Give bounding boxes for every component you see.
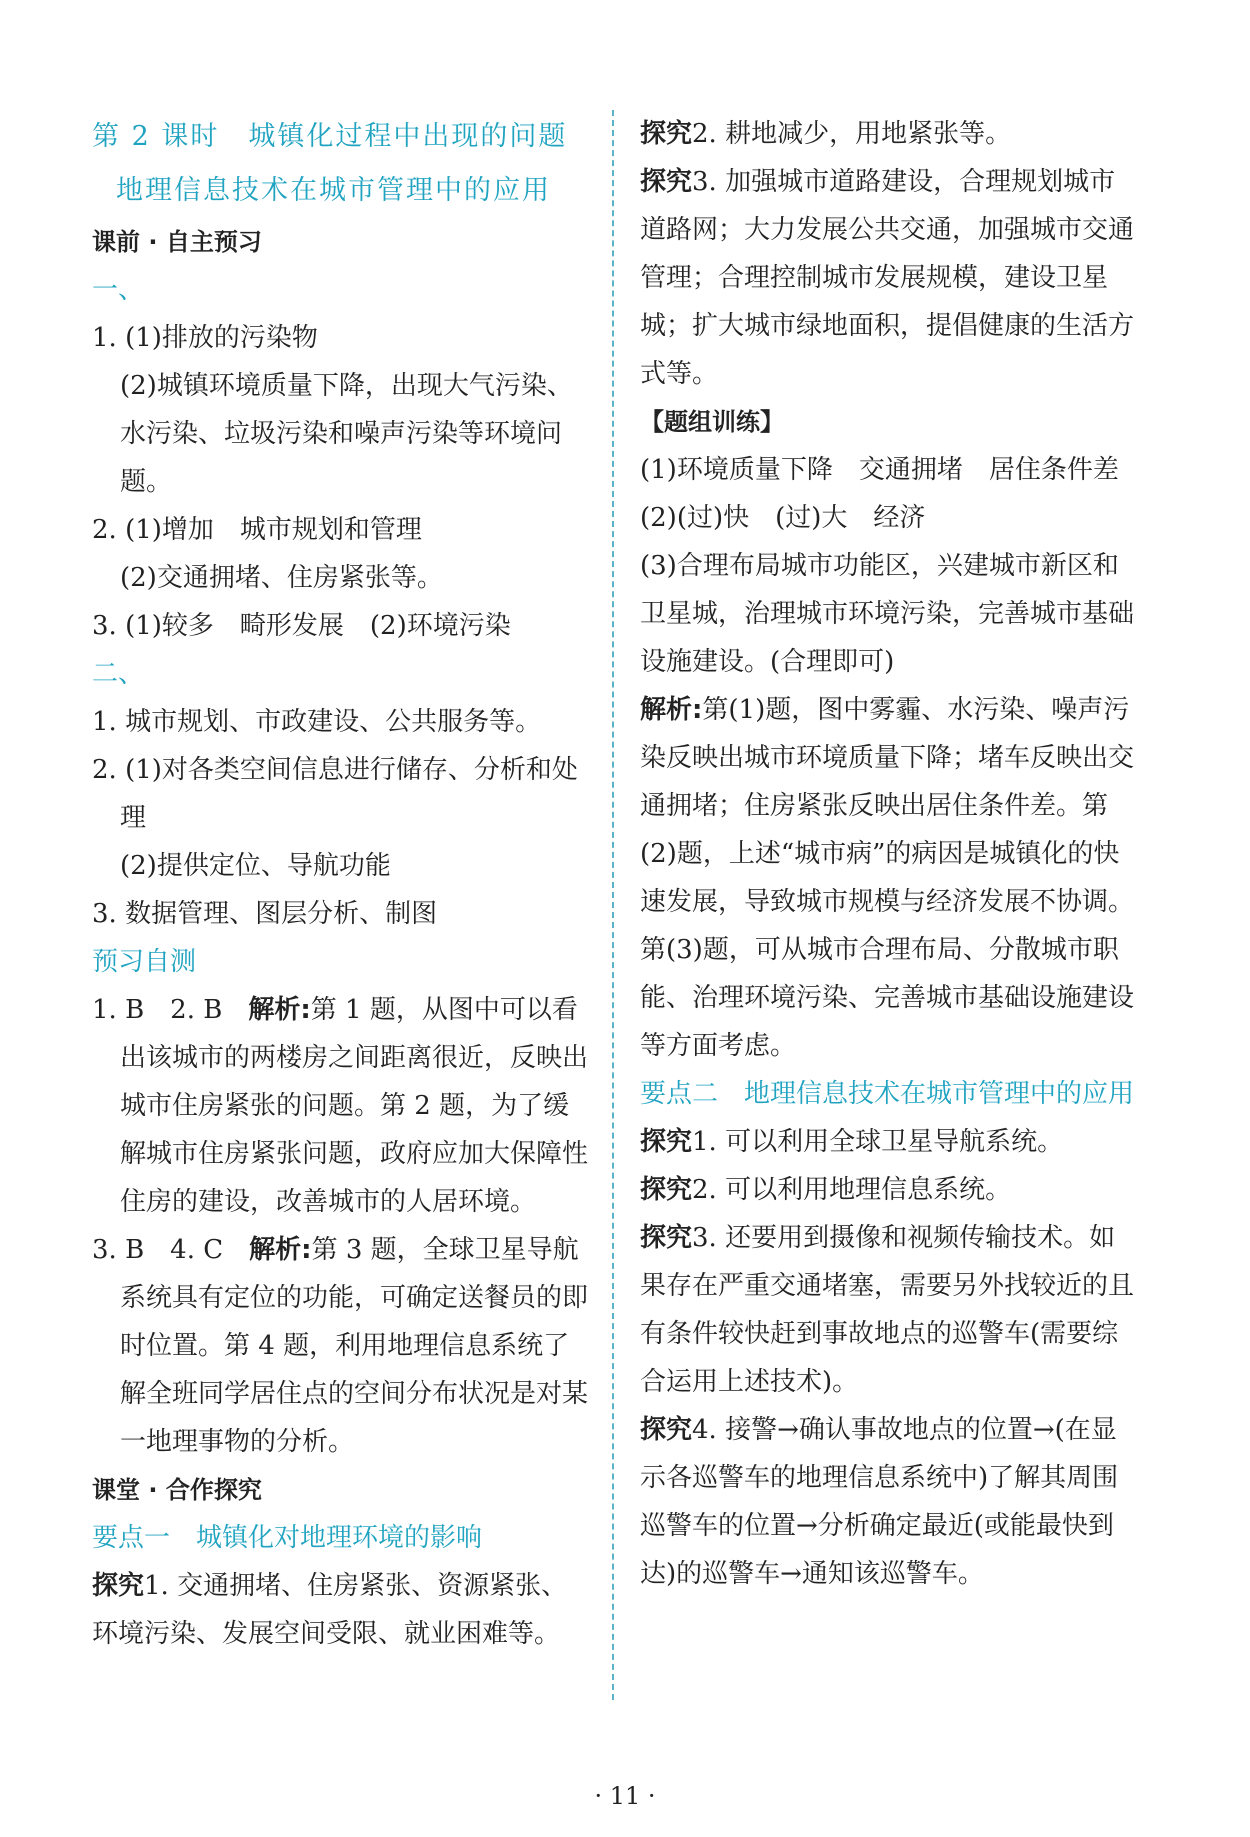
self-test-1-2-answers: 1. B 2. B [92,995,249,1025]
point-two-heading: 要点二 地理信息技术在城市管理中的应用 [640,1079,1135,1109]
answer-m4: 3. 数据管理、图层分析、制图 [92,899,438,929]
left-column [92,110,592,1658]
group-analysis [640,686,1140,1070]
explore-2 [640,110,1140,158]
point2-explore-4-text: 4. 接警→确认事故地点的位置→(在显示各巡警车的地理信息系统中)了解其周围巡警车的位置→分析确定最近(或能最快到达)的巡警车→通知该巡警车。 [640,1415,1119,1589]
explore-label: 探究 [640,1127,693,1157]
lesson-title: 第 2 课时 城镇化过程中出现的问题 [92,121,568,152]
point2-explore-2 [640,1166,1140,1214]
group-analysis-text: 第(1)题，图中雾霾、水污染、噪声污染反映出城市环境质量下降；堵车反映出交通拥堵；住房紧张反映出居住条件差。第(2)题，上述“城市病”的病因是城镇化的快速发展，导致城市规模与经济发展不协调。第(3)题，可从城市合理布局、分散城市职能、治理环境污染、完善城市基础设施建设等方面考虑。 [640,695,1135,1061]
point2-explore-3-text: 3. 还要用到摄像和视频传输技术。如果存在严重交通堵塞，需要另外找较近的且有条件较快赶到事故地点的巡警车(需要综合运用上述技术)。 [640,1223,1135,1397]
self-test-1-2-analysis: 第 1 题，从图中可以看出该城市的两楼房之间距离很近，反映出城市住房紧张的问题。第 2 题，为了缓解城市住房紧张问题，政府应加大保障性住房的建设，改善城市的人居环境。 [120,995,589,1217]
explore-label: 探究 [640,167,693,197]
preview-heading: 课前 · 自主预习 [92,228,262,256]
answer-m1: 1. 城市规划、市政建设、公共服务等。 [92,707,542,737]
answer-m2: 2. (1)对各类空间信息进行储存、分析和处理 [92,755,578,833]
explore-label: 探究 [92,1571,145,1601]
explore-label: 探究 [640,1223,693,1253]
point2-explore-1-text: 1. 可以利用全球卫星导航系统。 [692,1127,1064,1157]
point2-explore-3 [640,1214,1140,1406]
group-training-heading: 【题组训练】 [640,408,784,436]
group-answer-1: (1)环境质量下降 交通拥堵 居住条件差 [640,455,1119,485]
point-one-heading: 要点一 城镇化对地理环境的影响 [92,1523,483,1553]
group-answer-2: (2)(过)快 (过)大 经济 [640,503,926,533]
page-number: · 11 · [594,1782,656,1810]
explore-label: 探究 [640,1415,693,1445]
lesson-subtitle: 地理信息技术在城市管理中的应用 [116,175,551,206]
self-test-1-2 [92,986,592,1226]
explore-1-text: 1. 交通拥堵、住房紧张、资源紧张、环境污染、发展空间受限、就业困难等。 [92,1571,568,1649]
explore-1 [92,1562,592,1658]
answer-3: 3. (1)较多 畸形发展 (2)环境污染 [92,611,511,641]
explore-3 [640,158,1140,398]
right-column [640,110,1140,1598]
self-test-3-4-answers: 3. B 4. C [92,1235,250,1265]
analysis-label: 解析: [249,1235,312,1265]
point2-explore-1 [640,1118,1140,1166]
section-two-label: 二、 [92,659,145,689]
self-test-heading: 预习自测 [92,947,197,977]
explore-label: 探究 [640,1175,693,1205]
explore-label: 探究 [640,119,693,149]
point2-explore-2-text: 2. 可以利用地理信息系统。 [692,1175,1012,1205]
answer-m3: (2)提供定位、导航功能 [120,851,391,881]
self-test-3-4 [92,1226,592,1466]
analysis-label: 解析: [248,995,311,1025]
answer-1-1: 1. (1)排放的污染物 [92,323,318,353]
column-divider [612,110,614,1700]
class-heading: 课堂 · 合作探究 [92,1476,262,1504]
answer-2-2: (2)交通拥堵、住房紧张等。 [120,563,443,593]
answer-2-1: 2. (1)增加 城市规划和管理 [92,515,422,545]
point2-explore-4 [640,1406,1140,1598]
answer-1-2: (2)城镇环境质量下降，出现大气污染、水污染、垃圾污染和噪声污染等环境问题。 [120,371,573,497]
analysis-label: 解析: [640,695,703,725]
section-one-label: 一、 [92,275,145,305]
explore-2-text: 2. 耕地减少，用地紧张等。 [692,119,1012,149]
group-answer-3: (3)合理布局城市功能区，兴建城市新区和卫星城，治理城市环境污染，完善城市基础设施建设。(合理即可) [640,551,1135,677]
explore-3-text: 3. 加强城市道路建设，合理规划城市道路网；大力发展公共交通，加强城市交通管理；合理控制城市发展规模，建设卫星城；扩大城市绿地面积，提倡健康的生活方式等。 [640,167,1135,389]
self-test-3-4-analysis: 第 3 题，全球卫星导航系统具有定位的功能，可确定送餐员的即时位置。第 4 题，利用地理信息系统了解全班同学居住点的空间分布状况是对某一地理事物的分析。 [120,1235,589,1457]
